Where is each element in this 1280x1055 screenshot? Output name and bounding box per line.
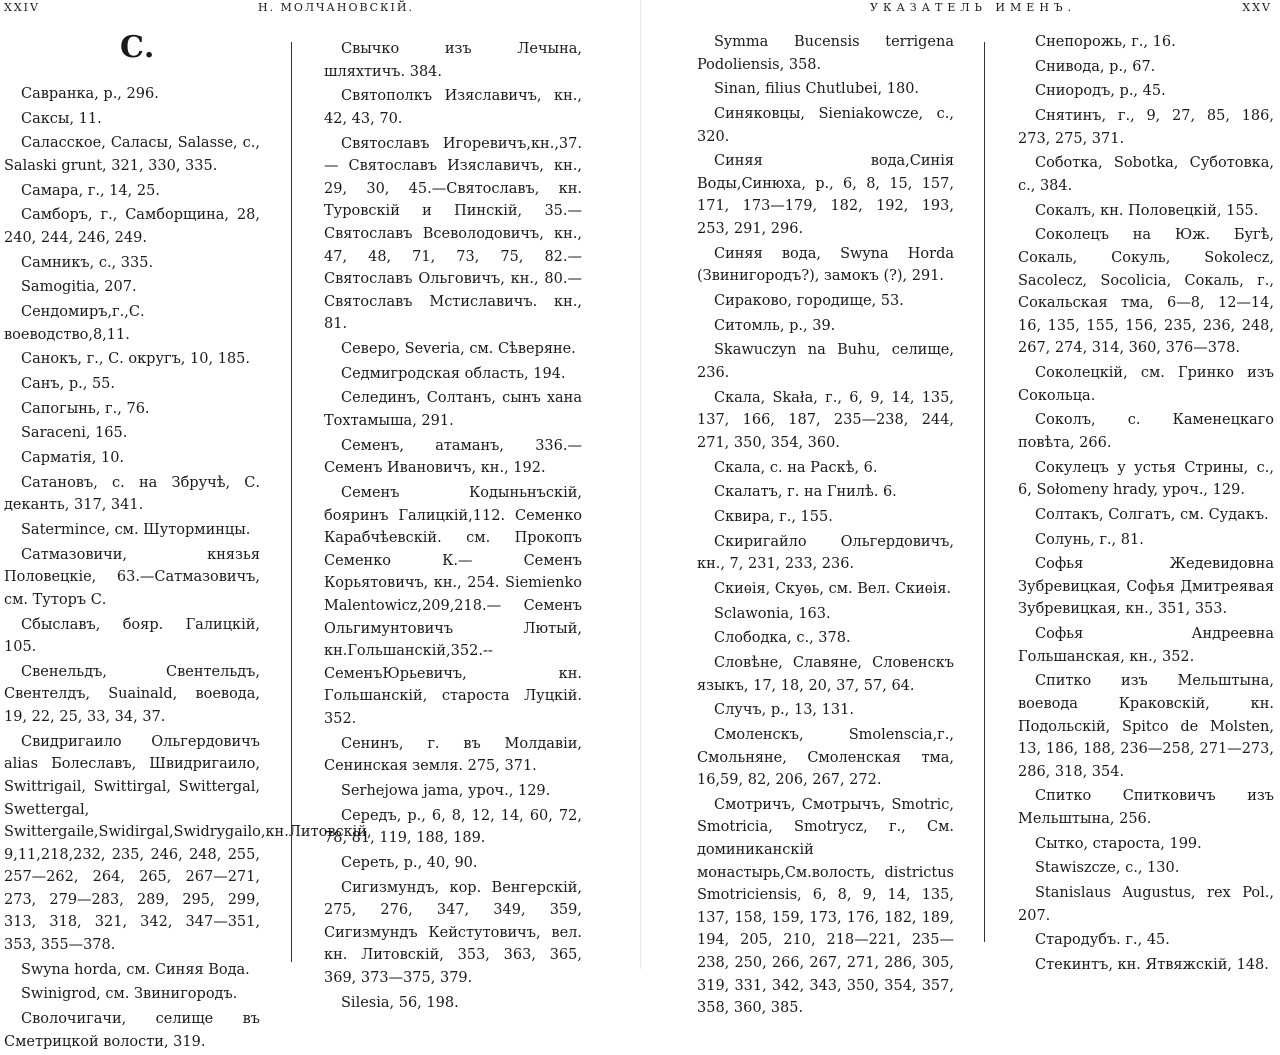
index-entry: Ситомль, р., 39. [714, 317, 836, 334]
index-entry: Снятинъ, г., 9, 27, 85, 186, 273, 275, 371. [1018, 108, 1274, 147]
index-entry: Санъ, р., 55. [21, 375, 116, 392]
index-entry: Северо, Severia, см. Сѣверяне. [341, 341, 576, 357]
column-divider-left [291, 42, 292, 962]
index-entry: Saraceni, 165. [21, 425, 128, 442]
index-entry: Словѣне, Славяне, Словенскъ языкъ, 17, 18, 20, 37, 57, 64. [697, 654, 954, 694]
index-entry: Skawuczyn na Buhu, селище, 236. [697, 342, 954, 381]
index-entry: Swinigrod, см. Звинигородъ. [21, 986, 238, 1003]
index-column-2 [324, 38, 582, 1016]
index-entry: Стародубъ. г., 45. [1035, 932, 1170, 949]
index-entry: Скалатъ, г. на Гнилѣ. 6. [714, 484, 897, 501]
index-entry: Сатмазовичи, князья Половецкіе, 63.—Сатмазовичъ, см. Туторъ С. [4, 546, 260, 608]
index-entry: Семенъ Кодыньнъскій, бояринъ Галицкій,112. Семенко Карабчѣевскій. см. Прокопъ Семенко К.— Семенъ Корьятовичъ, кн., 254. Siemienko Malentowicz,209,218.— Семенъ Ольгимунтовичъ Лютый, кн.Гольшанскій,352.--СеменъЮрьевичъ, кн. Гольшанскій, староста Луцкій. 352. [324, 484, 582, 727]
index-entry: Сатановъ, с. на Збручѣ, С. деканть, 317, 341. [4, 474, 260, 514]
index-entry: Swyna horda, см. Синяя Вода. [21, 961, 250, 978]
index-entry: Свычко изъ Лечына, шляхтичъ. 384. [324, 41, 582, 80]
index-entry: Снивода, р., 67. [1035, 58, 1156, 75]
index-entry: Stawiszcze, с., 130. [1035, 860, 1180, 877]
index-entry: Свидригаило Ольгердовичъ alias Болеславъ, Швидригаило, Swittrigail, Swittirgal, Swittergal, Swettergal, Swittergaile,Swidirgal,Swidrygailo,кн.Литовскій, 9,11,218,232, 235, 246, 248, 255, 257—262, 264, 265, 267—271, 273, 279—283, 289, 295, 299, 313, 318, 321, 342, 347—351, 353, 355—378. [4, 733, 372, 954]
index-entry: Святославъ Игоревичъ,кн.,37.— Святославъ Изяславичъ, кн., 29, 30, 45.—Святославъ, кн. Туровскій и Пинскій, 35.—Святославъ Всеволодовичъ, кн., 47, 48, 71, 73, 75, 82.—Святославъ Ольговичъ, кн., 80.—Святославъ Мстиславичъ. кн., 81. [324, 135, 582, 333]
index-entry: Соботка, Sobotka, Суботовка, с., 384. [1018, 155, 1274, 194]
running-title-right: УКАЗАТЕЛЬ ИМЕНЪ. [870, 1, 1077, 14]
page-number-right: XXV [1242, 1, 1272, 14]
index-entry: Смоленскъ, Smolenscia,г., Смольняне, Смоленская тма, 16,59, 82, 206, 267, 272. [697, 726, 954, 789]
index-entry: Соколъ, с. Каменецкаго повѣта, 266. [1018, 412, 1274, 451]
left-page [0, 0, 640, 1050]
index-entry: Селединъ, Солтанъ, сынъ хана Тохтамыша, 291. [324, 390, 582, 429]
index-entry: Синяя вода,Синія Воды,Синюха, р., 6, 8, 15, 157, 171, 173—179, 182, 192, 193, 253, 291, 296. [697, 153, 954, 238]
column-divider-right [984, 42, 985, 942]
index-entry: Скала, с. на Раскѣ, 6. [714, 459, 878, 476]
index-entry: Самборъ, г., Самборщина, 28, 240, 244, 246, 249. [4, 207, 260, 246]
index-entry: Смотричъ, Смотрычъ, Smotric, Smotricia, Smotrycz, г., См. доминиканскій монастырь,См.волость, districtus Smotriciensis, 6, 8, 9, 14, 135, 137, 158, 159, 173, 176, 182, 189, 194, 205, 210, 218—221, 235—238, 250, 266, 267, 271, 286, 305, 319, 331, 342, 343, 350, 354, 357, 358, 360, 385. [697, 796, 954, 1017]
index-entry: Середъ, р., 6, 8, 12, 14, 60, 72, 78, 81, 119, 188, 189. [324, 807, 582, 847]
index-column-4 [1018, 31, 1274, 979]
index-entry: Скиѳія, Скуѳь, см. Вел. Скиѳія. [714, 580, 952, 597]
index-entry: Сираково, городище, 53. [714, 293, 904, 309]
running-title-left: Н. МОЛЧАНОВСКІЙ. [258, 1, 414, 14]
index-entry: Софья Андреевна Гольшанская, кн., 352. [1018, 626, 1274, 665]
index-entry: Silesia, 56, 198. [341, 994, 459, 1011]
index-entry: Сволочигачи, селище въ Сметрицкой волости, 319. [4, 1011, 260, 1050]
index-entry: Самара, г., 14, 25. [21, 182, 160, 199]
index-entry: Samogitia, 207. [21, 279, 137, 296]
index-entry: Сниородъ, р., 45. [1035, 83, 1166, 100]
index-entry: Санокъ, г., С. округъ, 10, 185. [21, 351, 250, 368]
index-entry: Солунь, г., 81. [1035, 531, 1144, 548]
index-entry: Святополкъ Изяславичъ, кн., 42, 43, 70. [324, 88, 582, 127]
index-entry: Стекинтъ, кн. Ятвяжскій, 148. [1035, 957, 1269, 974]
index-entry: Symma Bucensis terrigena Podoliensis, 358. [697, 34, 954, 73]
index-entry: Sclawonia, 163. [714, 605, 831, 622]
index-entry: Софья Жедевидовна Зубревицкая, Софья Дмитреявая Зубревицкая, кн., 351, 353. [1018, 556, 1274, 618]
index-entry: Скиригайло Ольгердовичъ, кн., 7, 231, 233, 236. [697, 533, 954, 573]
index-entry: Сквира, г., 155. [714, 508, 833, 525]
section-letter: С. [120, 30, 155, 65]
index-entry: Сендомиръ,г.,С. воеводство,8,11. [4, 304, 145, 343]
index-entry: Сытко, староста, 199. [1035, 835, 1202, 852]
index-entry: Савранка, р., 296. [21, 86, 159, 102]
index-entry: Serhejowa jama, уроч., 129. [341, 782, 551, 799]
index-entry: Спитко Спитковичъ изъ Мельштына, 256. [1018, 788, 1274, 827]
index-entry: Скала, Skała, г., 6, 9, 14, 135, 137, 166, 187, 235—238, 244, 271, 350, 354, 360. [697, 389, 954, 451]
index-entry: Sinan, filius Chutlubei, 180. [714, 81, 920, 98]
index-entry: Сапогынь, г., 76. [21, 400, 150, 417]
index-entry: Слободка, с., 378. [714, 630, 851, 647]
index-entry: Соколецъ на Юж. Бугѣ, Сокаль, Сокуль, Sokolecz, Sacolecz, Socolicia, Сокаль, г., Сокальская тма, 6—8, 12—14, 16, 135, 155, 156, 235, 236, 248, 267, 274, 314, 360, 376—378. [1018, 227, 1274, 357]
index-entry: Сенинъ, г. въ Молдавіи, Сенинская земля. 275, 371. [324, 735, 582, 775]
index-entry: Саксы, 11. [21, 110, 102, 127]
page-number-left: XXIV [4, 1, 40, 14]
index-entry: Сбыславъ, бояр. Галицкій, 105. [4, 616, 260, 656]
index-entry: Сокулецъ у устья Стрины, с., 6, Sołomeny hrady, уроч., 129. [1018, 459, 1274, 499]
index-entry: Семенъ, атаманъ, 336.—Семенъ Ивановичъ, кн., 192. [324, 437, 582, 477]
index-entry: Солтакъ, Солгатъ, см. Судакъ. [1035, 506, 1269, 523]
index-entry: Satermince, см. Шуторминцы. [21, 522, 251, 538]
right-page [640, 0, 1280, 1017]
index-entry: Сарматія, 10. [21, 450, 125, 467]
index-entry: Саласское, Саласы, Salasse, с., Salaski grunt, 321, 330, 335. [4, 135, 260, 174]
index-column-1 [4, 83, 372, 1055]
index-entry: Stanislaus Augustus, rex Pol., 207. [1018, 885, 1274, 924]
index-entry: Самникъ, с., 335. [21, 254, 154, 271]
index-column-3 [697, 31, 954, 1022]
index-entry: Сереть, р., 40, 90. [341, 854, 478, 871]
index-entry: Соколецкій, см. Гринко изъ Сокольца. [1018, 364, 1274, 404]
index-entry: Свенельдъ, Свентельдъ, Свентелдъ, Suainald, воевода, 19, 22, 25, 33, 34, 37. [4, 663, 260, 726]
index-entry: Синяковцы, Sieniakowcze, с., 320. [697, 105, 954, 145]
index-entry: Сокалъ, кн. Половецкій, 155. [1035, 202, 1259, 219]
index-entry: Седмигродская область, 194. [341, 365, 566, 382]
index-entry: Спитко изъ Мельштына, воевода Краковскій, кн. Подольскій, Spitco de Molsten, 13, 186, 188, 236—258, 271—273, 286, 318, 354. [1018, 673, 1274, 780]
index-entry: Снепорожь, г., 16. [1035, 34, 1176, 50]
index-entry: Синяя вода, Swyna Horda (Звинигородъ?), замокъ (?), 291. [697, 245, 954, 285]
index-entry: Сигизмундъ, кор. Венгерскій, 275, 276, 347, 349, 359, Сигизмундъ Кейстутовичъ, вел. кн. Литовскій, 353, 363, 365, 369, 373—375, 379. [324, 879, 582, 986]
index-entry: Случъ, р., 13, 131. [714, 702, 854, 719]
